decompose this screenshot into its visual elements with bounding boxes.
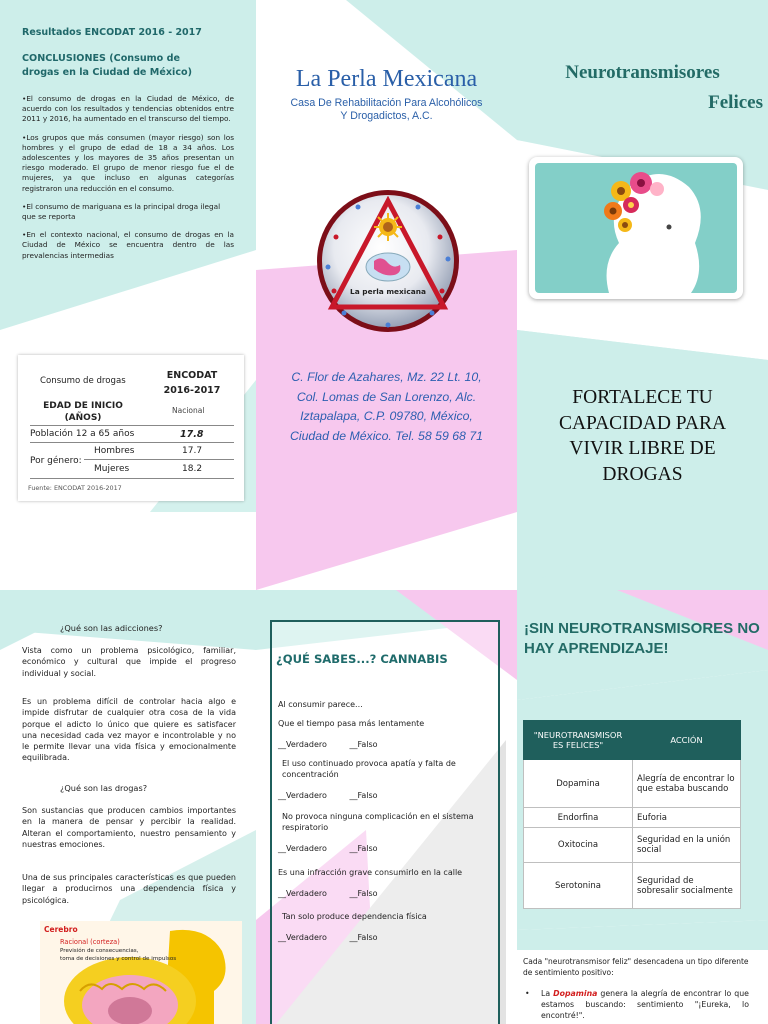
quiz-options: [278, 739, 490, 750]
quiz-options: [278, 888, 490, 899]
panel-quiz: [256, 590, 517, 1024]
line: [30, 478, 234, 479]
true-option[interactable]: __Verdadero: [278, 740, 327, 749]
conclusions-title: CONCLUSIONES (Consumo de drogas en la Ciudad de México): [22, 53, 192, 78]
source-label: Fuente: ENCODAT 2016-2017: [28, 484, 122, 492]
line: [30, 442, 234, 443]
quiz-intro: Al consumir parece...: [278, 700, 363, 709]
table-row: [524, 828, 741, 863]
neurotransmitter-name: Dopamina: [524, 760, 633, 808]
quiz-item: [278, 811, 490, 863]
brain-desc: toma de decisiones y control de impulsos: [60, 956, 177, 962]
quiz-questions: [278, 718, 490, 955]
org-subtitle: Y Drogadictos, A.C.: [340, 110, 433, 122]
quiz-question: No provoca ninguna complicación en el sistema respiratorio: [282, 812, 474, 832]
false-option[interactable]: __Falso: [349, 933, 378, 942]
panel-organization: [256, 0, 517, 590]
true-option[interactable]: __Verdadero: [278, 844, 327, 853]
genero-label: Por género:: [30, 456, 82, 466]
brain-title: Cerebro: [44, 925, 78, 934]
drugs-question: ¿Qué son las drogas?: [60, 783, 148, 793]
neurotransmitter-name: Endorfina: [524, 808, 633, 828]
brain-label: Racional (corteza): [60, 938, 120, 946]
table-header-row: [524, 721, 741, 760]
conclusions-list: [22, 94, 234, 261]
consumo-label: Consumo de drogas: [40, 376, 126, 386]
neurotransmitter-name: Oxitocina: [524, 828, 633, 863]
quiz-question: Es una infracción grave consumirlo en la calle: [278, 868, 463, 877]
neurotransmitter-action: Alegría de encontrar lo que estaba buscando: [633, 760, 741, 808]
table-row: [524, 808, 741, 828]
quiz-question: Tan solo produce dependencia física: [282, 912, 427, 921]
pearl-logo-icon: [314, 187, 462, 335]
conclusion-item: •En el contexto nacional, el consumo de drogas en la Ciudad de México se encuentra dentro de las prevalencias intermedias: [22, 230, 234, 260]
table-row: [524, 863, 741, 909]
line: [30, 425, 234, 426]
org-name: La Perla Mexicana: [295, 66, 478, 92]
neurotransmitter-name: Serotonina: [524, 863, 633, 909]
true-option[interactable]: __Verdadero: [278, 889, 327, 898]
false-option[interactable]: __Falso: [349, 844, 378, 853]
neurotransmitters-table: [523, 720, 741, 909]
brain-desc: Previsión de consecuencias,: [60, 948, 139, 954]
cover-title: Neurotransmisores: [565, 62, 720, 83]
cover-slogan: FORTALECE TU CAPACIDAD PARA VIVIR LIBRE DE DROGAS: [558, 387, 727, 485]
quiz-options: [278, 843, 490, 854]
poblacion-label: Población 12 a 65 años: [30, 429, 135, 439]
quiz-options: [278, 932, 490, 943]
quiz-options: [278, 790, 490, 801]
panel-learning: [517, 590, 768, 1024]
cover-title: Felices: [708, 92, 763, 113]
results-title: Resultados ENCODAT 2016 - 2017: [22, 27, 202, 38]
quiz-item: [278, 911, 490, 955]
addictions-paragraph: Es un problema difícil de controlar hacia algo e impide disfrutar de cualquier otra cosa de la vida porque el adicto lo único que quiere es satisfacer una necesidad cada vez mayor e incontrolable y no le permite llevar una vida física y emocionalmente equilibrada.: [22, 697, 236, 763]
false-option[interactable]: __Falso: [349, 791, 378, 800]
true-option[interactable]: __Verdadero: [278, 933, 327, 942]
quiz-item: [278, 758, 490, 811]
mujeres-value: 18.2: [182, 464, 203, 474]
poblacion-value: 17.8: [180, 429, 204, 440]
table-row: [524, 760, 741, 808]
quiz-question: Que el tiempo pasa más lentamente: [278, 719, 425, 728]
conclusion-item: •Los grupos que más consumen (mayor riesgo) son los hombres y el grupo de edad de 18 a 34 años. Los adolescentes y los mayores de 35 años presentan un riesgo moderado. El grupo de menor riesgo fue el de mujeres, ya que incluso en algunas categorías registraron una reducción en el consumo.: [22, 132, 234, 193]
true-option[interactable]: __Verdadero: [278, 791, 327, 800]
conclusion-item: •El consumo de drogas en la Ciudad de México, de acuerdo con los resultados y tendencias obtenidos entre 2011 y 2016, ha aumentado en el transcurso del tiempo.: [22, 94, 234, 124]
happy-head-icon: [529, 157, 743, 299]
quiz-title: ¿QUÉ SABES...? CANNABIS: [276, 652, 448, 666]
dopamina-bullet: • La Dopamina genera la alegría de encontrar lo que estamos buscando: sentimiento "¡Eureka, lo encontré!".: [525, 989, 749, 1020]
quiz-item: [278, 718, 490, 763]
learning-note: Cada "neurotransmisor feliz" desencadena un tipo diferente de sentimiento positivo:: [523, 957, 749, 977]
drugs-paragraph: Son sustancias que producen cambios importantes en la manera de pensar y percibir la realidad. Alteran el comportamiento, nuestro pensamiento y nuestras emociones.: [22, 806, 236, 849]
column-header: ACCIÓN: [633, 721, 741, 760]
panel-cover: [517, 0, 768, 590]
cover-image: [529, 157, 743, 299]
hombres-label: Hombres: [94, 446, 135, 456]
org-subtitle: Casa De Rehabilitación Para Alcohólicos: [290, 97, 483, 109]
nacional-label: Nacional: [172, 406, 205, 415]
drugs-paragraph: Una de sus principales características es que pueden llegar a producirnos una dependencia física y psicológica.: [22, 873, 236, 905]
encodat-header: ENCODAT 2016-2017: [163, 370, 221, 396]
column-header: "NEUROTRANSMISOR ES FELICES": [524, 721, 633, 760]
neurotransmitter-action: Seguridad de sobresalir socialmente: [633, 863, 741, 909]
mujeres-label: Mujeres: [94, 464, 130, 474]
logo-text: La perla mexicana: [350, 287, 426, 296]
learning-title: ¡SIN NEUROTRANSMISORES NO HAY APRENDIZAJE!: [524, 620, 760, 657]
addictions-question: ¿Qué son las adicciones?: [60, 623, 163, 633]
org-address: C. Flor de Azahares, Mz. 22 Lt. 10, Col. Lomas de San Lorenzo, Alc. Iztapalapa, C.P. 09780, México, Ciudad de México. Tel. 58 59 68 71: [289, 370, 483, 443]
org-logo: [314, 187, 462, 335]
stats-box: [18, 355, 244, 501]
conclusion-item: •El consumo de mariguana es la principal droga ilegal que se reporta: [22, 201, 221, 222]
false-option[interactable]: __Falso: [349, 740, 378, 749]
edad-header: EDAD DE INICIO (AÑOS): [43, 401, 123, 423]
hombres-value: 17.7: [182, 446, 203, 456]
panel-results: [0, 0, 256, 512]
brain-icon: [40, 921, 242, 1024]
brain-illustration: [40, 921, 242, 1024]
neurotransmitter-action: Euforia: [633, 808, 741, 828]
quiz-item: [278, 867, 490, 911]
dopamina-highlight: Dopamina: [553, 989, 598, 998]
line: [84, 459, 234, 460]
quiz-question: El uso continuado provoca apatía y falta de concentración: [282, 759, 456, 779]
false-option[interactable]: __Falso: [349, 889, 378, 898]
neurotransmitter-action: Seguridad en la unión social: [633, 828, 741, 863]
addictions-paragraph: Vista como un problema psicológico, familiar, económico y cultural que impide el progreso individual y social.: [22, 646, 236, 678]
panel-addictions: [0, 590, 256, 1024]
